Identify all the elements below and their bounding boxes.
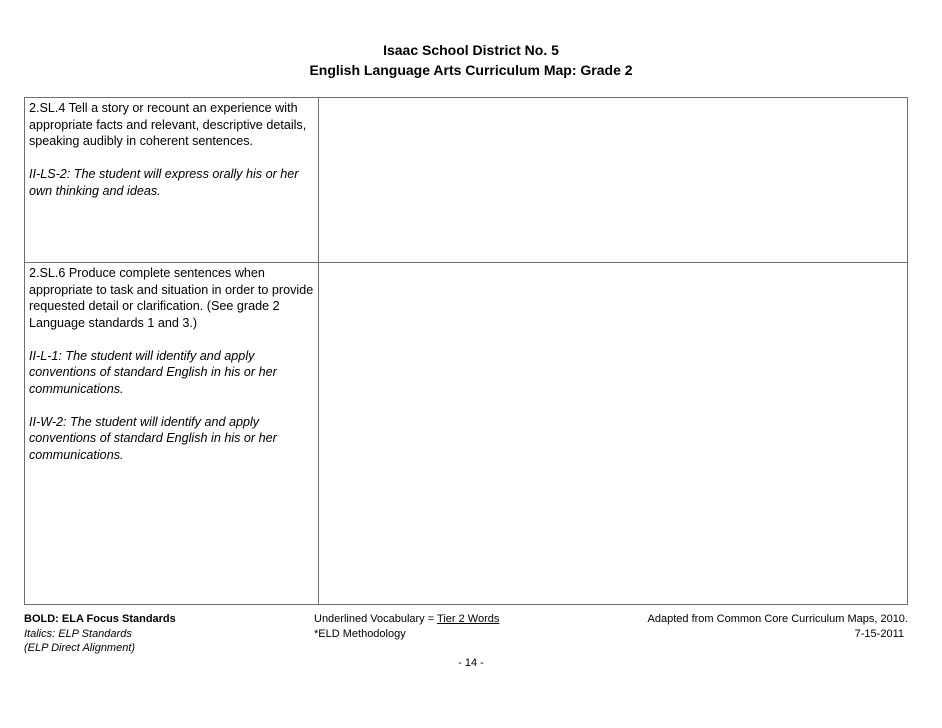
- content-cell: [319, 263, 907, 604]
- revision-date: 7-15-2011: [854, 627, 904, 640]
- document-header: [0, 40, 942, 80]
- standards-cell: [25, 98, 319, 262]
- legend-column: [24, 612, 314, 656]
- table-row: [25, 98, 907, 263]
- vocabulary-legend: [314, 612, 614, 627]
- vocabulary-prefix: Underlined Vocabulary =: [314, 613, 438, 625]
- district-title: Isaac School District No. 5: [383, 42, 559, 58]
- bold-legend: BOLD: ELA Focus Standards: [24, 613, 176, 625]
- table-row: [25, 263, 907, 604]
- curriculum-table: [24, 97, 908, 605]
- elp-direct-legend: (ELP Direct Alignment): [24, 642, 136, 654]
- standards-cell: [25, 263, 319, 604]
- eld-methodology: *ELD Methodology: [314, 627, 406, 640]
- page-number: - 14 -: [458, 657, 484, 669]
- vocabulary-column: [314, 612, 614, 641]
- elp-standard-text: II-LS-2: The student will express orally his or her own thinking and ideas.: [29, 167, 299, 198]
- elp-standard-text: II-L-1: The student will identify and apply conventions of standard English in his or her communications.: [29, 348, 277, 396]
- content-cell: [319, 98, 907, 262]
- italics-legend: Italics: ELP Standards: [24, 627, 132, 640]
- curriculum-map-title: English Language Arts Curriculum Map: Grade 2: [309, 62, 633, 78]
- elp-standard-text: II-W-2: The student will identify and apply conventions of standard English in his or her communications.: [29, 414, 277, 462]
- tier-words: Tier 2 Words: [437, 613, 500, 625]
- source-column: [614, 612, 908, 641]
- ela-standard-text: 2.SL.4 Tell a story or recount an experience with appropriate facts and relevant, descriptive details, speaking audibly in coherent sentences.: [29, 101, 307, 148]
- ela-standard-text: 2.SL.6 Produce complete sentences when appropriate to task and situation in order to provide requested detail or clarification. (See grade 2 Language standards 1 and 3.): [29, 266, 314, 330]
- adapted-note: Adapted from Common Core Curriculum Maps, 2010.: [647, 613, 908, 625]
